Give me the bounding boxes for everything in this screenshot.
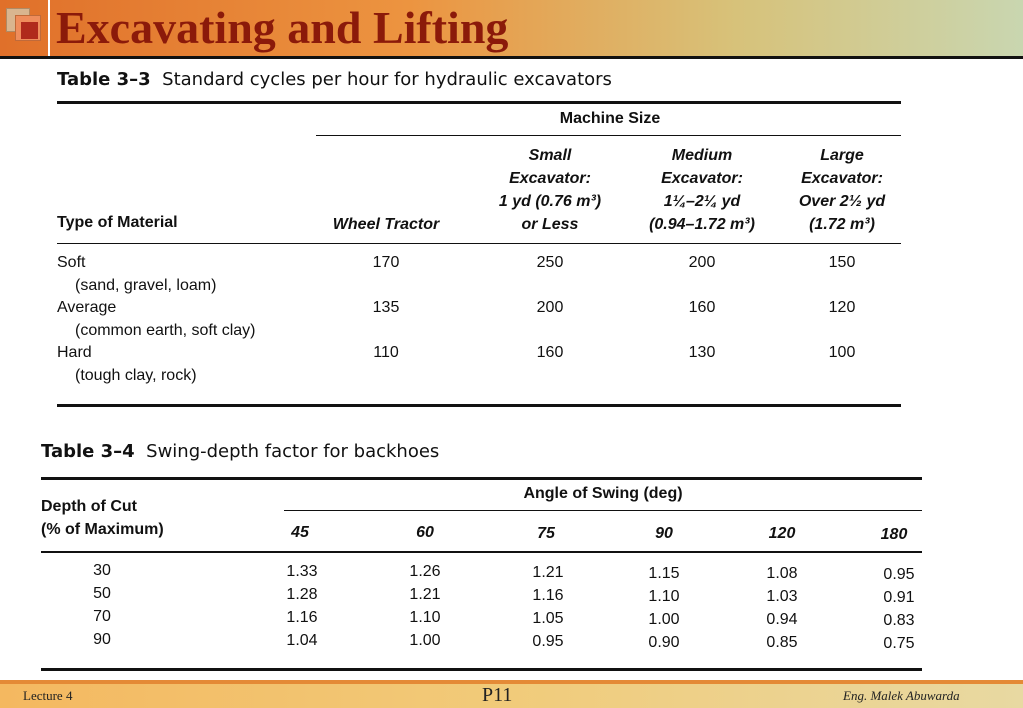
table2-caption-text: Swing-depth factor for backhoes — [146, 441, 440, 462]
material-detail: (tough clay, rock) — [75, 367, 197, 384]
table-cell: 170 — [372, 254, 400, 271]
col-header-line: or Less — [521, 216, 579, 233]
angle-header: 90 — [655, 525, 673, 542]
table-cell: 160 — [688, 299, 716, 316]
table2-top-rule — [41, 477, 922, 480]
material-detail: (sand, gravel, loam) — [75, 277, 217, 294]
table-cell: 0.95 — [883, 566, 915, 583]
col-header-line: (0.94–1.72 m³) — [649, 216, 755, 233]
table-row-label — [57, 251, 216, 297]
table-cell: 200 — [688, 254, 716, 271]
table-cell: 1.21 — [409, 586, 441, 603]
footer-lecture: Lecture 4 — [23, 688, 73, 703]
footer-author: Eng. Malek Abuwarda — [843, 688, 960, 703]
angle-header: 60 — [416, 524, 434, 541]
table-cell: 1.05 — [532, 610, 564, 627]
depth-header-line: Depth of Cut — [41, 498, 137, 515]
table1-col-header — [480, 144, 620, 236]
table1-group-rule — [316, 135, 901, 136]
angle-header: 180 — [880, 526, 908, 543]
table1-col-header — [772, 144, 912, 236]
angle-header: 120 — [768, 525, 796, 542]
depth-cell: 90 — [93, 631, 111, 648]
table1-col-header — [316, 213, 456, 236]
table-cell: 1.33 — [286, 563, 318, 580]
material-detail: (common earth, soft clay) — [75, 322, 256, 339]
decor-square-icon — [21, 22, 38, 39]
col-header-line: Small — [528, 147, 572, 164]
table-cell: 1.21 — [532, 564, 564, 581]
table2-header-rule — [41, 551, 922, 553]
table-cell: 1.26 — [409, 563, 441, 580]
table2-bottom-rule — [41, 668, 922, 671]
col-header-line: 1 yd (0.76 m³) — [498, 193, 602, 210]
col-header-line: Over 2½ yd — [798, 193, 886, 210]
table-cell: 0.91 — [883, 589, 915, 606]
col-header-line: Excavator: — [661, 170, 743, 187]
depth-cell: 70 — [93, 608, 111, 625]
table-cell: 250 — [536, 254, 564, 271]
depth-cell: 30 — [93, 562, 111, 579]
table1-caption-label: Table 3–3 — [57, 69, 151, 90]
table-cell: 1.03 — [766, 588, 798, 605]
table1-caption-text: Standard cycles per hour for hydraulic excavators — [162, 69, 612, 90]
table-cell: 1.00 — [648, 611, 680, 628]
table-cell: 1.04 — [286, 632, 318, 649]
table1-type-header: Type of Material — [57, 214, 178, 231]
table-cell: 0.85 — [766, 634, 798, 651]
table-cell: 0.95 — [532, 633, 564, 650]
table-cell: 0.90 — [648, 634, 680, 651]
table-cell: 1.10 — [409, 609, 441, 626]
table2-group-header: Angle of Swing (deg) — [523, 485, 683, 502]
col-header-line: Medium — [671, 147, 733, 164]
table-cell: 0.94 — [766, 611, 798, 628]
table1-top-rule — [57, 101, 901, 104]
material-type: Hard — [57, 344, 92, 361]
material-type: Average — [57, 299, 117, 316]
angle-header: 75 — [537, 525, 555, 542]
material-type: Soft — [57, 254, 86, 271]
table2-depth-header — [41, 495, 164, 541]
table1-header-rule — [57, 243, 901, 244]
table1-group-header: Machine Size — [559, 110, 661, 127]
table-cell: 1.10 — [648, 588, 680, 605]
table2-caption — [41, 441, 439, 462]
slide-title: Excavating and Lifting — [56, 2, 509, 53]
col-header-line: (1.72 m³) — [809, 216, 875, 233]
table-cell: 135 — [372, 299, 400, 316]
table-cell: 110 — [373, 344, 399, 361]
table2-group-rule — [284, 510, 922, 511]
col-header-line: 1¼–2¼ yd — [663, 193, 741, 210]
table-cell: 0.75 — [883, 635, 915, 652]
table-cell: 130 — [688, 344, 716, 361]
header-divider — [48, 0, 50, 56]
table-cell: 120 — [828, 299, 856, 316]
col-header-line: Wheel Tractor — [332, 216, 440, 233]
table1-col-header — [632, 144, 772, 236]
table2-caption-label: Table 3–4 — [41, 441, 135, 462]
table-cell: 150 — [828, 254, 856, 271]
angle-header: 45 — [291, 524, 309, 541]
table1-caption — [57, 69, 612, 90]
table-cell: 1.16 — [532, 587, 564, 604]
depth-header-line: (% of Maximum) — [41, 521, 164, 538]
table-cell: 1.16 — [286, 609, 318, 626]
table-cell: 200 — [536, 299, 564, 316]
table-cell: 100 — [828, 344, 856, 361]
table-cell: 1.28 — [286, 586, 318, 603]
col-header-line: Large — [820, 147, 864, 164]
table-cell: 0.83 — [883, 612, 915, 629]
depth-cell: 50 — [93, 585, 111, 602]
table-cell: 1.08 — [766, 565, 798, 582]
table-cell: 1.00 — [409, 632, 441, 649]
table-row-label — [57, 341, 197, 387]
table1-bottom-rule — [57, 404, 901, 407]
table-row-label — [57, 296, 256, 342]
table-cell: 1.15 — [648, 565, 680, 582]
footer-page-number: P11 — [482, 684, 513, 706]
col-header-line: Excavator: — [509, 170, 591, 187]
col-header-line: Excavator: — [801, 170, 883, 187]
table-cell: 160 — [536, 344, 564, 361]
header-rule — [0, 56, 1023, 59]
